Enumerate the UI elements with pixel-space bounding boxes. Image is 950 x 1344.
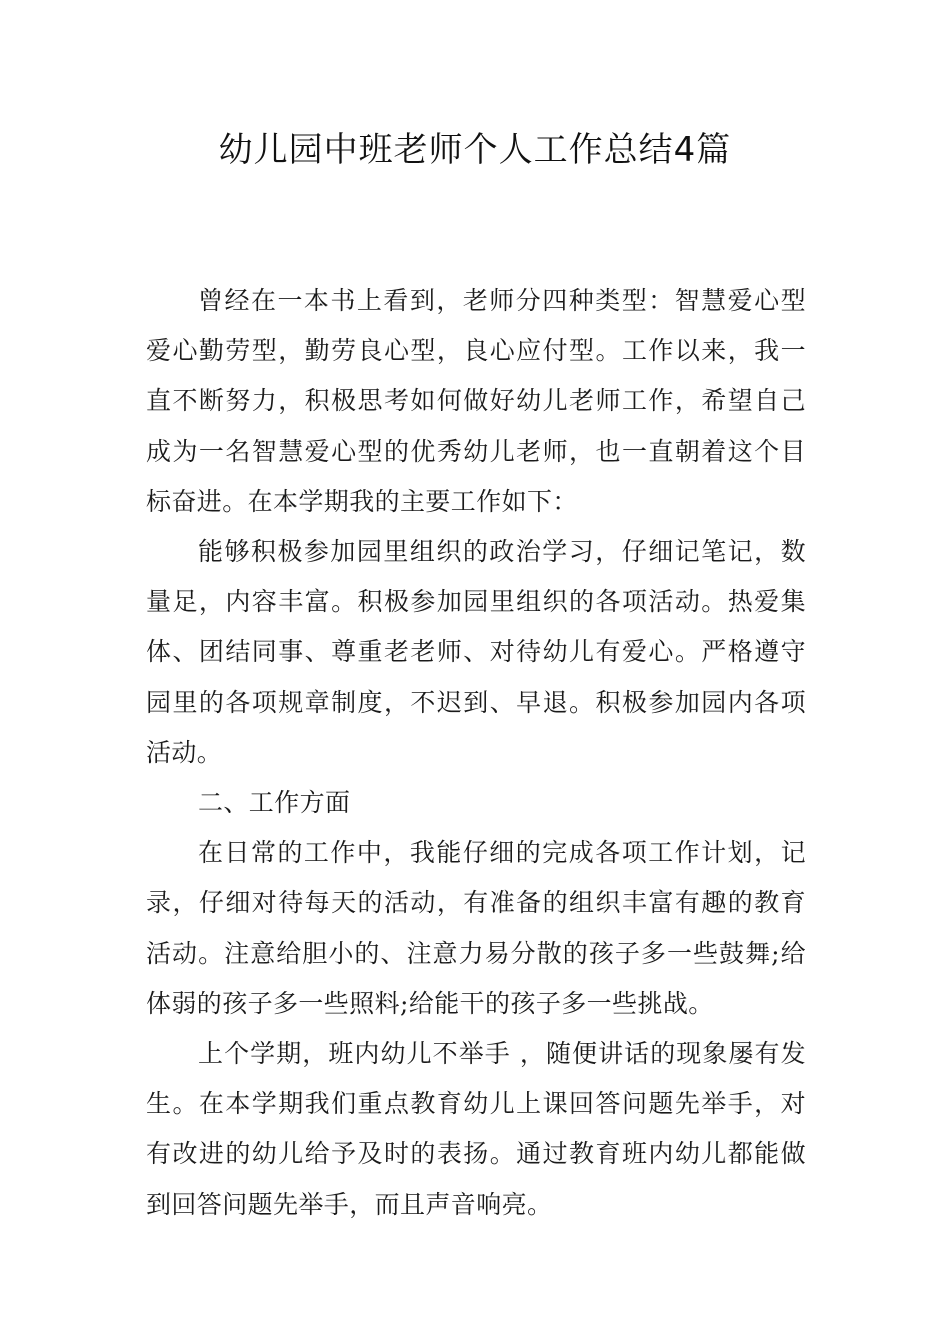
paragraph-intro: 曾经在一本书上看到，老师分四种类型：智慧爱心型爱心勤劳型，勤劳良心型，良心应付型。工作以来，我一直不断努力，积极思考如何做好幼儿老师工作，希望自己成为一名智慧爱心型的优秀幼儿老师，也一直朝着这个目标奋进。在本学期我的主要工作如下： (146, 286, 806, 516)
paragraph-daily-work: 在日常的工作中，我能仔细的完成各项工作计划，记录，仔细对待每天的活动，有准备的组织丰富有趣的教育活动。注意给胆小的、注意力易分散的孩子多一些鼓舞;给体弱的孩子多一些照料;给能干的孩子多一些挑战。 (146, 838, 806, 1018)
paragraph-study-activities: 能够积极参加园里组织的政治学习，仔细记笔记，数量足，内容丰富。积极参加园里组织的各项活动。热爱集体、团结同事、尊重老老师、对待幼儿有爱心。严格遵守园里的各项规章制度，不迟到、早退。积极参加园内各项活动。 (146, 537, 806, 767)
section-heading-work: 二、工作方面 (198, 788, 351, 818)
document-title: 幼儿园中班老师个人工作总结4篇 (218, 130, 732, 170)
document-body (146, 276, 806, 1230)
paragraph-hand-raising: 上个学期，班内幼儿不举手 ，随便讲话的现象屡有发生。在本学期我们重点教育幼儿上课回答问题先举手，对有改进的幼儿给予及时的表扬。通过教育班内幼儿都能做到回答问题先举手，而且声音响亮。 (146, 1039, 806, 1219)
